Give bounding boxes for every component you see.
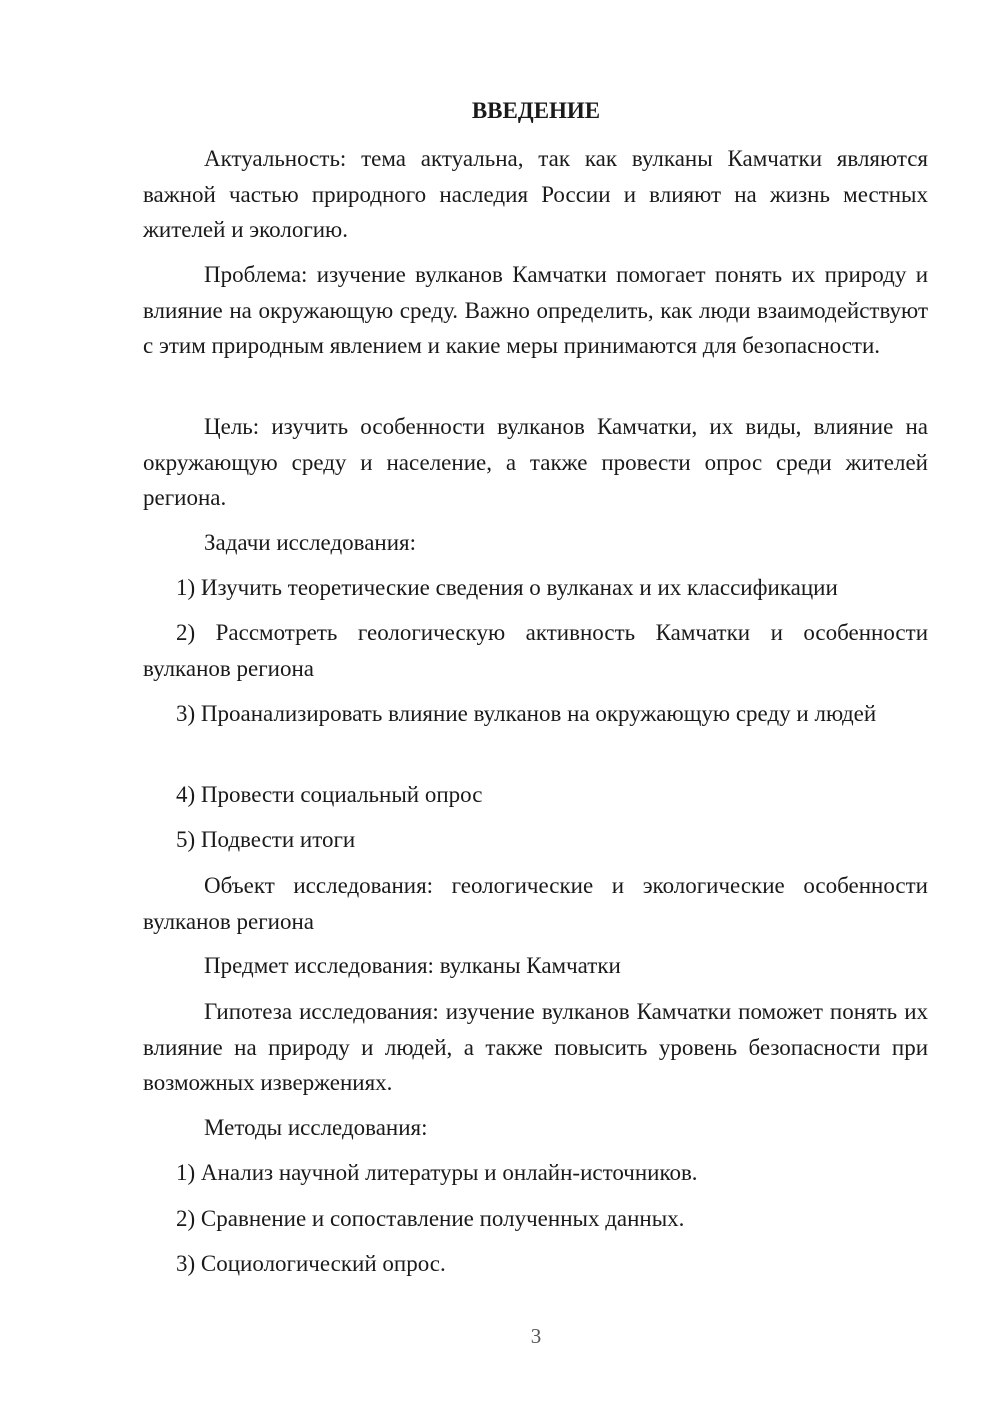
task-item-1: 1) Изучить теоретические сведения о вулканах и их классификации <box>176 575 838 600</box>
paragraph-relevance: Актуальность: тема актуальна, так как вулканы Камчатки являются важной частью природного наследия России и влияют на жизнь местных жителей и экологию. <box>143 146 928 242</box>
task-item-2: 2) Рассмотреть геологическую активность Камчатки и особенности вулканов региона <box>143 620 928 681</box>
paragraph-object: Объект исследования: геологические и экологические особенности вулканов региона <box>143 873 928 934</box>
paragraph-subject: Предмет исследования: вулканы Камчатки <box>204 953 621 978</box>
paragraph-hypothesis: Гипотеза исследования: изучение вулканов Камчатки поможет понять их влияние на природу и людей, а также повысить уровень безопасности при возможных извержениях. <box>143 999 928 1095</box>
task-item-5: 5) Подвести итоги <box>176 827 356 852</box>
method-item-2: 2) Сравнение и сопоставление полученных данных. <box>176 1206 685 1231</box>
paragraph-goal: Цель: изучить особенности вулканов Камчатки, их виды, влияние на окружающую среду и население, а также провести опрос среди жителей региона. <box>143 414 928 510</box>
task-item-3: 3) Проанализировать влияние вулканов на окружающую среду и людей <box>176 701 877 726</box>
task-item-4: 4) Провести социальный опрос <box>176 782 483 807</box>
paragraph-methods-heading: Методы исследования: <box>204 1115 428 1140</box>
section-title: ВВЕДЕНИЕ <box>471 98 601 123</box>
paragraph-problem: Проблема: изучение вулканов Камчатки помогает понять их природу и влияние на окружающую среду. Важно определить, как люди взаимодействуют с этим природным явлением и какие меры принимаются для безопасности. <box>143 262 928 358</box>
method-item-3: 3) Социологический опрос. <box>176 1251 446 1276</box>
paragraph-tasks-heading: Задачи исследования: <box>204 530 417 555</box>
page-number: 3 <box>530 1324 542 1348</box>
method-item-1: 1) Анализ научной литературы и онлайн-источников. <box>176 1160 698 1185</box>
